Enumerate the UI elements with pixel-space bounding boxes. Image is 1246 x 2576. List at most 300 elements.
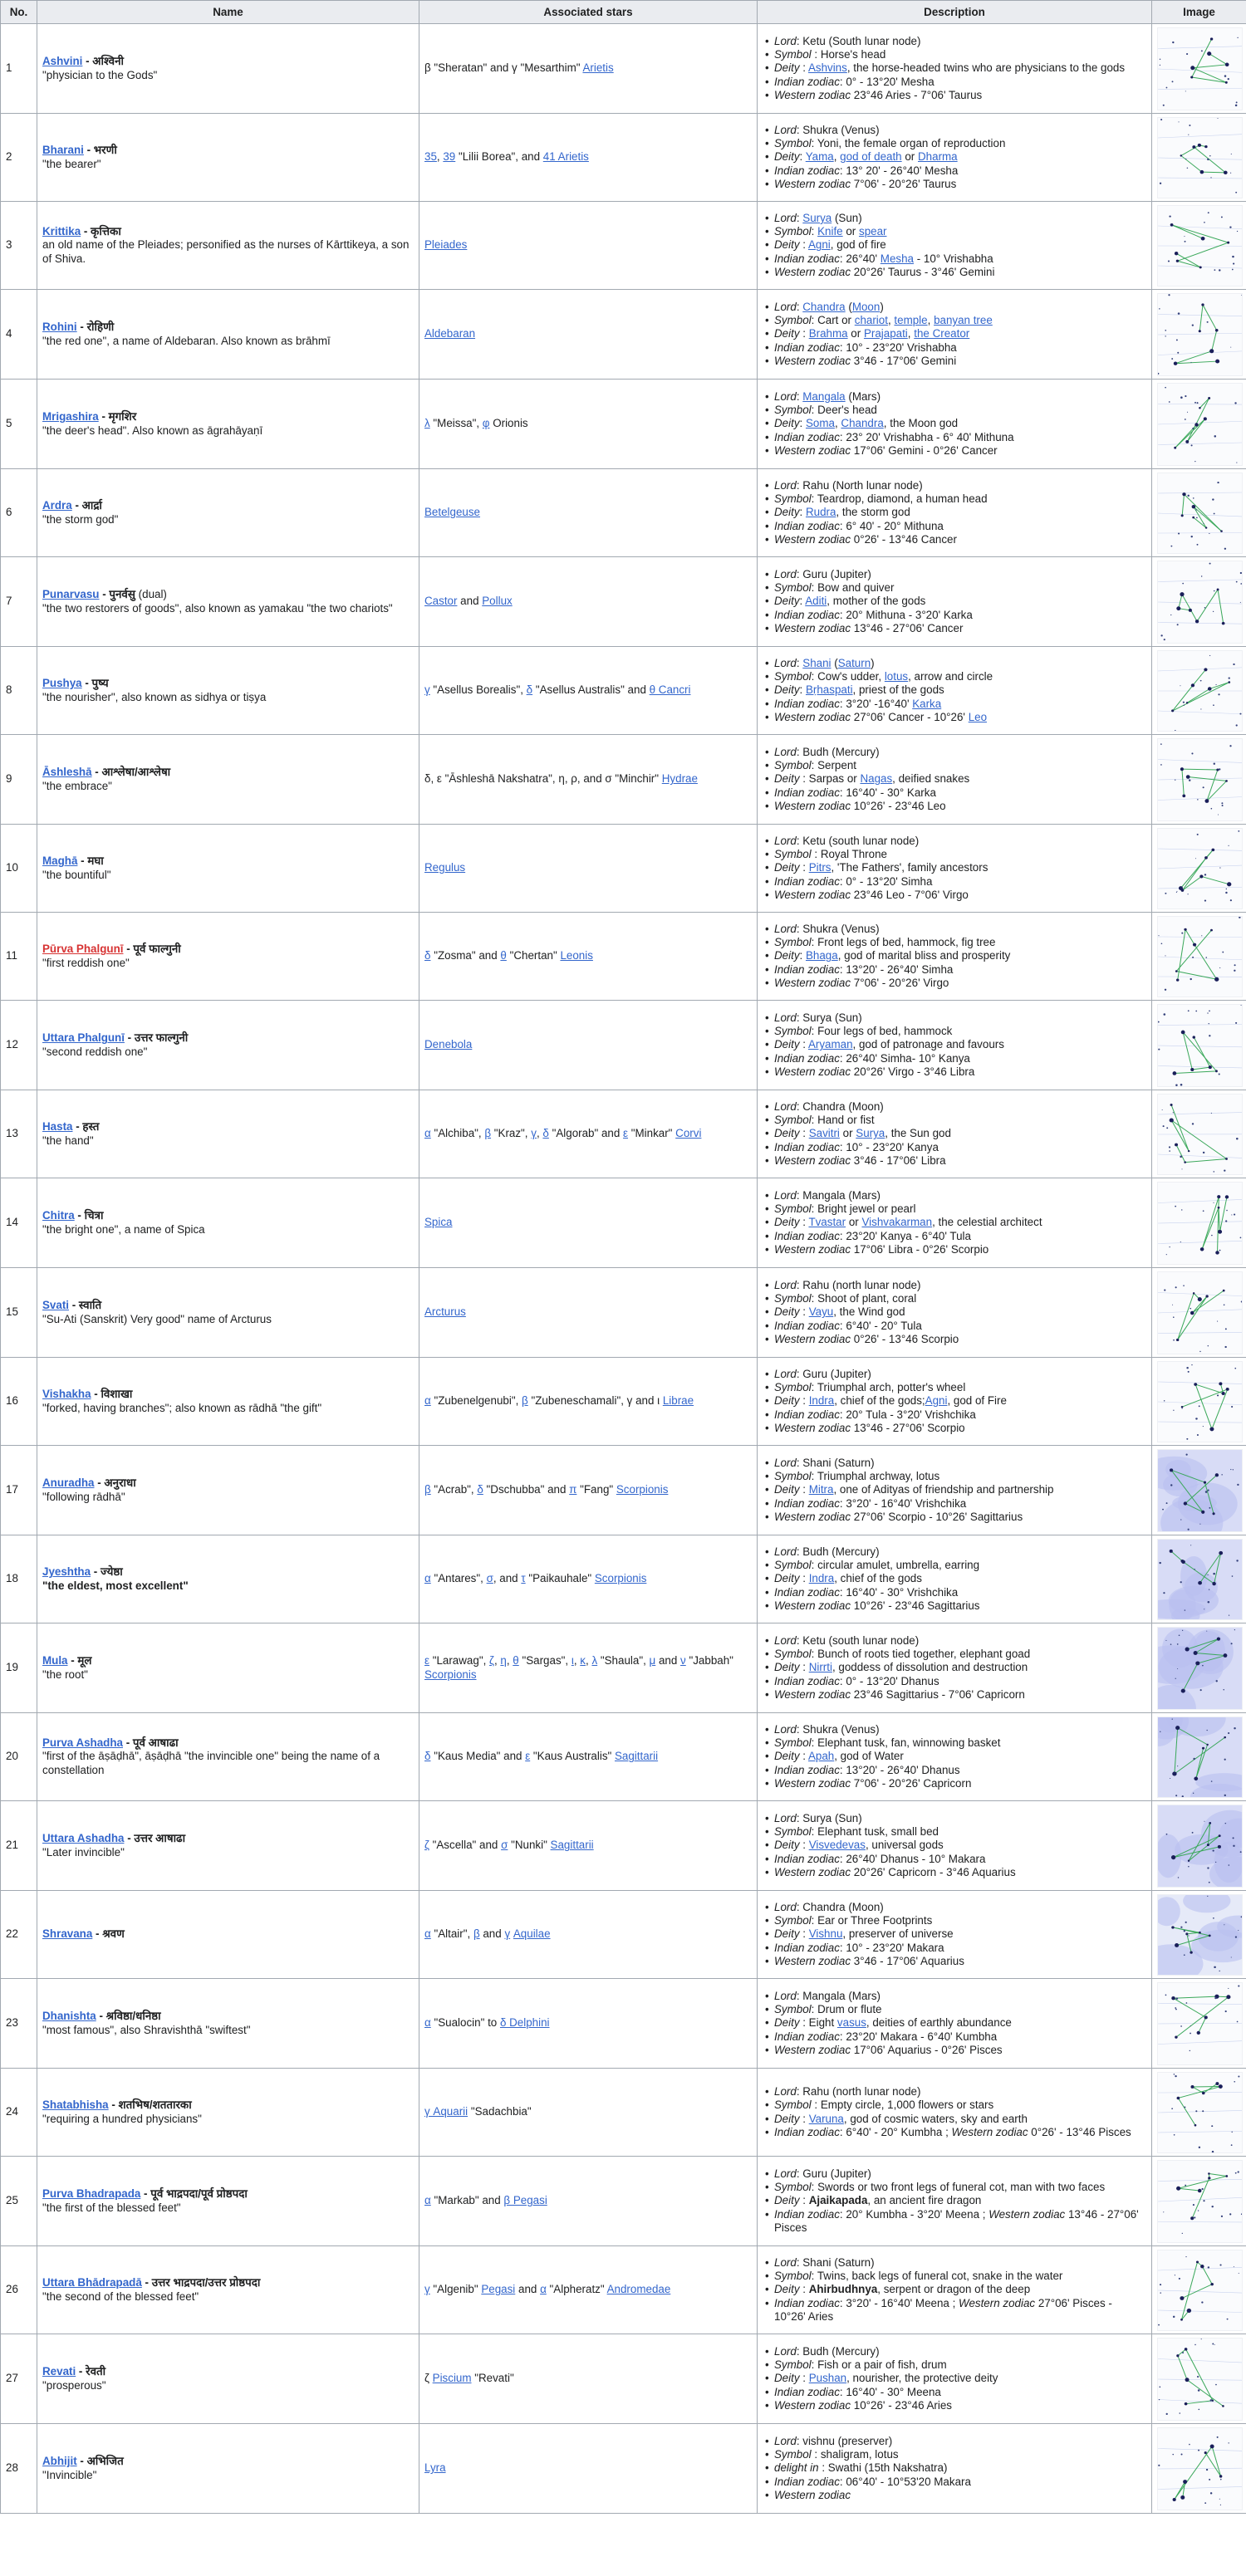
wiki-link[interactable]: Arietis (582, 61, 614, 75)
wiki-link[interactable]: β (473, 1927, 480, 1941)
wiki-link[interactable]: ζ (489, 1654, 494, 1668)
wiki-link[interactable]: Nagas (860, 772, 893, 786)
wiki-link[interactable]: ε (623, 1127, 629, 1140)
constellation-thumbnail[interactable] (1157, 1539, 1243, 1620)
nakshatra-name-link[interactable]: Purva Ashadha (42, 1736, 123, 1750)
nakshatra-name-link[interactable]: Hasta (42, 1120, 73, 1134)
name-separator: - (81, 677, 92, 690)
name-separator: - (91, 766, 102, 779)
field-label: Western zodiac (774, 88, 851, 101)
text-segment: : Swords or two front legs of funeral cot, man with two faces (811, 2181, 1106, 2194)
table-row (1, 1446, 1246, 1535)
wiki-link[interactable]: Aldebaran (424, 327, 476, 340)
text-segment: : Bright jewel or pearl (811, 1202, 916, 1216)
field-label: Indian zodiac (774, 75, 840, 88)
wiki-link[interactable]: Mesha (880, 252, 914, 265)
nakshatra-name-link[interactable]: Punarvasu (42, 588, 100, 601)
wiki-link[interactable]: Indra (808, 1572, 835, 1585)
constellation-thumbnail[interactable] (1157, 1094, 1243, 1175)
wiki-link[interactable]: ν (680, 1654, 686, 1668)
text-segment: 27°06' Scorpio - 10°26' Sagittarius (851, 1510, 1023, 1523)
wiki-link[interactable]: ζ (424, 1839, 429, 1852)
devanagari-name: अभिजित (86, 2455, 124, 2468)
description-item (774, 1764, 1146, 1777)
wiki-link[interactable]: γ (424, 683, 430, 697)
wiki-link[interactable]: λ (591, 1654, 598, 1668)
image-cell (1152, 202, 1246, 290)
text-segment: : (799, 1394, 809, 1408)
description-item (774, 404, 1146, 417)
text-segment: , (834, 417, 841, 430)
description-cell (758, 114, 1152, 202)
name-separator: - (92, 1927, 103, 1941)
wiki-link[interactable]: Surya (802, 211, 832, 224)
field-label: Western zodiac (774, 1242, 851, 1256)
constellation-thumbnail[interactable] (1157, 2072, 1243, 2153)
wiki-link[interactable]: Dharma (918, 150, 958, 164)
description-item (774, 2399, 1146, 2412)
constellation-thumbnail[interactable] (1157, 2427, 1243, 2510)
row-number: 13 (1, 1090, 37, 1178)
text-segment: and (479, 1927, 505, 1941)
wiki-link[interactable]: Savitri (808, 1127, 840, 1140)
wiki-link[interactable]: lotus (884, 670, 909, 683)
row-number: 9 (1, 735, 37, 825)
wiki-link[interactable]: Vishnu (808, 1927, 843, 1941)
wiki-link[interactable]: Lyra (424, 2461, 446, 2475)
wiki-link[interactable]: Sagittarii (614, 1750, 659, 1763)
text-segment: : Ketu (South lunar node) (796, 34, 921, 47)
nakshatra-name-link[interactable]: Ashvini (42, 55, 83, 68)
row-number: 18 (1, 1535, 37, 1623)
text-segment: , an ancient fire dragon (867, 2194, 982, 2207)
text-segment: , god of fire (830, 238, 886, 252)
nakshatra-name-link[interactable]: Anuradha (42, 1477, 95, 1490)
wiki-link[interactable]: β (522, 1394, 528, 1408)
constellation-thumbnail[interactable] (1157, 1982, 1243, 2065)
header-name: Name (37, 1, 419, 24)
nakshatra-name-link[interactable]: Revati (42, 2365, 76, 2378)
description-cell (758, 469, 1152, 557)
description-item (774, 533, 1146, 546)
wiki-link[interactable]: Pegasi (481, 2283, 516, 2296)
nakshatra-name-link[interactable]: Uttara Phalgunī (42, 1031, 125, 1045)
wiki-link[interactable]: Sagittarii (550, 1839, 594, 1852)
wiki-link[interactable]: Leo (968, 710, 988, 723)
field-label: Indian zodiac (774, 2030, 840, 2043)
wiki-link[interactable]: spear (859, 225, 887, 238)
wiki-link[interactable]: Betelgeuse (424, 506, 481, 519)
nakshatra-name-link[interactable]: Pushya (42, 677, 82, 690)
wiki-link[interactable]: β (424, 1483, 431, 1496)
constellation-thumbnail[interactable] (1157, 1894, 1243, 1976)
constellation-thumbnail[interactable] (1157, 738, 1243, 821)
row-number: 6 (1, 469, 37, 557)
row-number: 17 (1, 1446, 37, 1535)
row-number: 12 (1, 1001, 37, 1090)
text-segment: : (799, 861, 809, 874)
wiki-link[interactable]: Shani (802, 656, 831, 669)
constellation-chart-icon (1158, 1183, 1242, 1264)
constellation-thumbnail[interactable] (1157, 293, 1243, 376)
nakshatra-name-link[interactable]: Shravana (42, 1927, 93, 1941)
name-separator: - (83, 144, 94, 157)
wiki-link[interactable]: Pleiades (424, 238, 468, 252)
description-item (774, 1853, 1146, 1866)
field-label: Indian zodiac (774, 1319, 840, 1332)
wiki-link[interactable]: δ (477, 1483, 483, 1496)
constellation-thumbnail[interactable] (1157, 2250, 1243, 2331)
description-item (774, 178, 1146, 191)
description-item (774, 1100, 1146, 1114)
nakshatra-name-link[interactable]: Shatabhisha (42, 2099, 109, 2112)
wiki-link[interactable]: γ (504, 1927, 511, 1941)
constellation-thumbnail[interactable] (1157, 2338, 1243, 2421)
description-list (763, 1279, 1146, 1346)
text-segment: : Triumphal archway, lotus (811, 1470, 940, 1483)
wiki-link[interactable]: α (424, 2194, 431, 2207)
image-cell (1152, 24, 1246, 114)
text-segment: , (927, 314, 934, 327)
wiki-link[interactable]: Rudra (805, 506, 836, 519)
wiki-link[interactable]: γ (531, 1127, 537, 1140)
table-row (1, 647, 1246, 735)
nakshatra-name-link[interactable]: Chitra (42, 1209, 75, 1222)
wiki-link[interactable]: α (424, 1127, 431, 1140)
wiki-link[interactable]: Scorpionis (594, 1572, 647, 1585)
nakshatra-name-link[interactable]: Ardra (42, 499, 72, 512)
wiki-link[interactable]: Librae (662, 1394, 694, 1408)
wiki-link[interactable]: Vishvakarman (861, 1216, 933, 1229)
wiki-link[interactable]: Pushan (808, 2372, 847, 2385)
description-item (774, 2030, 1146, 2044)
wiki-link[interactable]: 41 Arietis (542, 150, 589, 164)
nakshatra-name-link[interactable]: Vishakha (42, 1388, 91, 1401)
wiki-link[interactable]: δ (526, 683, 533, 697)
name-cell (37, 1001, 419, 1090)
wiki-link[interactable]: δ (424, 949, 431, 962)
name-cell (37, 1979, 419, 2069)
image-cell (1152, 1535, 1246, 1623)
wiki-link[interactable]: Ashvins (807, 61, 847, 75)
wiki-link[interactable]: Andromedae (606, 2283, 671, 2296)
text-segment: "Kaus Australis" (530, 1750, 615, 1763)
wiki-link[interactable]: δ (542, 1127, 549, 1140)
wiki-link[interactable]: Castor (424, 595, 458, 608)
wiki-link[interactable]: Denebola (424, 1038, 473, 1051)
text-segment: , goddess of dissolution and destruction (831, 1661, 1028, 1674)
constellation-thumbnail[interactable] (1157, 916, 1243, 997)
text-segment: 17°06' Libra - 0°26' Scorpio (851, 1242, 989, 1256)
nakshatra-name-link[interactable]: Svati (42, 1299, 70, 1312)
wiki-link[interactable]: λ (424, 417, 430, 430)
text-segment: Ahirbudhnya (808, 2283, 878, 2296)
wiki-link[interactable]: α (424, 1927, 431, 1941)
wiki-link[interactable]: θ Cancri (649, 683, 691, 697)
constellation-thumbnail[interactable] (1157, 1004, 1243, 1087)
associated-stars-cell (419, 1358, 758, 1446)
wiki-link[interactable]: α (424, 1394, 431, 1408)
description-item (774, 1189, 1146, 1202)
description-list (763, 35, 1146, 102)
description-list (763, 835, 1146, 902)
wiki-link[interactable]: ε (424, 1654, 429, 1668)
wiki-link[interactable]: the Creator (914, 327, 970, 340)
nakshatra-name-link[interactable]: Uttara Bhādrapadā (42, 2276, 142, 2290)
nakshatra-name-link[interactable]: Purva Bhadrapada (42, 2187, 141, 2201)
text-segment: : Budh (Mercury) (796, 1545, 880, 1558)
nakshatra-name-link[interactable]: Rohini (42, 321, 77, 334)
field-label: Symbol (774, 1559, 812, 1572)
text-segment: : Shani (Saturn) (796, 2255, 875, 2269)
text-segment: : Empty circle, 1,000 flowers or stars (811, 2099, 994, 2112)
text-segment: "Sadachbia" (468, 2105, 532, 2118)
wiki-link[interactable]: 35 (424, 150, 437, 164)
constellation-thumbnail[interactable] (1157, 1361, 1243, 1442)
wiki-link[interactable]: Soma (805, 417, 835, 430)
wiki-link[interactable]: τ (521, 1572, 526, 1585)
constellation-thumbnail[interactable] (1157, 1805, 1243, 1888)
constellation-thumbnail[interactable] (1157, 1449, 1243, 1532)
constellation-thumbnail[interactable] (1157, 1627, 1243, 1710)
text-segment: "Markab" and (430, 2194, 504, 2207)
wiki-link[interactable]: κ (580, 1654, 586, 1668)
wiki-link[interactable]: β Pegasi (503, 2194, 547, 2207)
field-label: Indian zodiac (774, 1229, 840, 1242)
description-item (774, 2044, 1146, 2057)
table-row (1, 825, 1246, 913)
text-segment: 13°46 - 27°06' Scorpio (851, 1421, 965, 1434)
description-item (774, 2372, 1146, 2385)
wiki-link[interactable]: Agni (807, 238, 831, 252)
wiki-link[interactable]: γ Aquarii (424, 2105, 468, 2118)
description-item (774, 1052, 1146, 1065)
name-separator: - (76, 321, 87, 334)
text-segment: : Teardrop, diamond, a human head (811, 492, 988, 506)
wiki-link[interactable]: Aditi (805, 595, 827, 608)
field-label: Deity (774, 2372, 800, 2385)
nakshatra-name-link[interactable]: Mrigashira (42, 410, 99, 424)
text-segment: , (506, 1654, 513, 1668)
field-label: Western zodiac (988, 2207, 1066, 2221)
table-row (1, 202, 1246, 290)
description-cell (758, 1713, 1152, 1801)
constellation-thumbnail[interactable] (1157, 561, 1243, 644)
wiki-link[interactable]: Yama (805, 150, 834, 164)
text-segment: , the horse-headed twins who are physicians to the gods (846, 61, 1126, 75)
row-number: 11 (1, 913, 37, 1001)
text-segment: - 10° Vrishabha (914, 252, 993, 265)
description-item (774, 2256, 1146, 2270)
field-label: Symbol (774, 1292, 812, 1305)
field-label: Deity (774, 1216, 800, 1229)
constellation-thumbnail[interactable] (1157, 205, 1243, 286)
devanagari-name: पूर्व आषाढा (132, 1736, 179, 1750)
wiki-link[interactable]: Varuna (808, 2112, 844, 2125)
text-segment: and (457, 595, 483, 608)
description-item (774, 492, 1146, 506)
field-label: Western zodiac (774, 1065, 851, 1078)
wiki-link[interactable]: Corvi (675, 1127, 702, 1140)
description-cell (758, 2157, 1152, 2246)
nakshatra-name-link[interactable]: Krittika (42, 225, 81, 238)
wiki-link[interactable]: Tvastar (808, 1216, 846, 1229)
text-segment: : (799, 417, 806, 430)
nakshatra-name-link[interactable]: Uttara Ashadha (42, 1832, 125, 1845)
text-segment: : Serpent (811, 759, 856, 772)
wiki-link[interactable]: σ (501, 1839, 508, 1852)
wiki-link[interactable]: θ (513, 1654, 519, 1668)
image-cell (1152, 2157, 1246, 2246)
wiki-link[interactable]: Aquilae (513, 1927, 551, 1941)
description-list (763, 1634, 1146, 1702)
row-number: 20 (1, 1713, 37, 1801)
wiki-link[interactable]: σ (486, 1572, 493, 1585)
associated-stars-cell (419, 735, 758, 825)
wiki-link[interactable]: Apah (807, 1750, 835, 1763)
wiki-link[interactable]: Brahma (808, 327, 848, 340)
wiki-link[interactable]: α (424, 2016, 431, 2030)
wiki-link[interactable]: Surya (856, 1127, 885, 1140)
associated-stars-cell (419, 290, 758, 380)
associated-stars-cell (419, 647, 758, 735)
constellation-chart-icon (1158, 2428, 1242, 2510)
description-list (763, 1457, 1146, 1524)
wiki-link[interactable]: Piscium (432, 2372, 472, 2385)
description-item (774, 1141, 1146, 1154)
wiki-link[interactable]: Leonis (560, 949, 593, 962)
constellation-thumbnail[interactable] (1157, 383, 1243, 466)
description-list (763, 923, 1146, 990)
constellation-thumbnail[interactable] (1157, 650, 1243, 732)
text-segment: 0°26' - 13°46 Pisces (1028, 2125, 1131, 2138)
text-segment: 23°46 Sagittarius - 7°06' Capricorn (851, 1687, 1025, 1701)
text-segment: : (799, 238, 808, 252)
constellation-thumbnail[interactable] (1157, 828, 1243, 909)
name-separator: - (124, 1031, 135, 1045)
row-number: 24 (1, 2069, 37, 2157)
text-segment: : Bow and quiver (811, 581, 895, 595)
name-cell (37, 380, 419, 469)
wiki-link[interactable]: Karka (912, 697, 942, 710)
wiki-link[interactable]: chariot (854, 314, 888, 327)
text-segment: : Sarpas or (799, 772, 861, 786)
nakshatra-name-link[interactable]: Mula (42, 1654, 68, 1668)
name-meaning: "the red one", a name of Aldebaran. Also known as brāhmī (42, 334, 331, 347)
field-label: Indian zodiac (774, 2475, 840, 2488)
constellation-thumbnail[interactable] (1157, 1182, 1243, 1265)
wiki-link[interactable]: Knife (817, 225, 843, 238)
text-segment: : (799, 683, 806, 697)
nakshatra-name-link[interactable]: Bharani (42, 144, 84, 157)
wiki-link[interactable]: δ (424, 1750, 431, 1763)
wiki-link[interactable]: Bhaga (805, 949, 838, 962)
text-segment: "Acrab", (430, 1483, 478, 1496)
text-segment: : (796, 300, 803, 313)
field-label: Lord (774, 2255, 797, 2269)
text-segment: , deities of earthly abundance (866, 2016, 1012, 2030)
field-label: Indian zodiac (774, 2125, 840, 2138)
nakshatra-name-link[interactable]: Jyeshtha (42, 1565, 91, 1579)
wiki-link[interactable]: α (424, 1572, 431, 1585)
wiki-link[interactable]: Scorpionis (616, 1483, 669, 1496)
wiki-link[interactable]: Scorpionis (424, 1668, 477, 1681)
wiki-link[interactable]: temple (894, 314, 928, 327)
wiki-link[interactable]: Nirrti (808, 1661, 832, 1674)
description-item (774, 2476, 1146, 2489)
nakshatra-name-link[interactable]: Maghā (42, 855, 78, 868)
wiki-link[interactable]: δ Delphini (499, 2016, 550, 2030)
wiki-link[interactable]: Chandra (841, 417, 884, 430)
wiki-link[interactable]: Vayu (808, 1305, 834, 1319)
text-segment: : (799, 150, 806, 164)
wiki-link[interactable]: Visvedevas (808, 1839, 866, 1852)
wiki-link[interactable]: θ (500, 949, 507, 962)
image-cell (1152, 1358, 1246, 1446)
wiki-link[interactable]: ε (525, 1750, 531, 1763)
wiki-link[interactable]: Bṛhaspati (805, 683, 853, 697)
wiki-link[interactable]: μ (649, 1654, 656, 1668)
wiki-link[interactable]: β (484, 1127, 492, 1140)
constellation-thumbnail[interactable] (1157, 473, 1243, 554)
name-separator: - (91, 1565, 101, 1579)
nakshatra-name-link[interactable]: Āshleshā (42, 766, 92, 779)
nakshatra-name-link[interactable]: Abhijit (42, 2455, 77, 2468)
wiki-link[interactable]: god of death (840, 150, 902, 164)
wiki-link[interactable]: ι (571, 1654, 574, 1668)
nakshatra-name-link[interactable]: Dhanishta (42, 2010, 96, 2023)
nakshatra-name-link[interactable]: Pūrva Phalgunī (42, 943, 124, 956)
wiki-link[interactable]: Hydrae (661, 772, 698, 786)
text-segment: , god of Water (834, 1750, 904, 1763)
wiki-link[interactable]: Prajapati (863, 327, 908, 340)
constellation-thumbnail[interactable] (1157, 117, 1243, 198)
wiki-link[interactable]: Regulus (424, 861, 466, 874)
constellation-thumbnail[interactable] (1157, 27, 1243, 110)
wiki-link[interactable]: Mitra (808, 1483, 834, 1496)
constellation-thumbnail[interactable] (1157, 1271, 1243, 1354)
wiki-link[interactable]: Agni (925, 1394, 948, 1408)
text-segment: "Ascella" and (429, 1839, 502, 1852)
wiki-link[interactable]: vasus (836, 2016, 866, 2030)
wiki-link[interactable]: Arcturus (424, 1305, 466, 1319)
text-segment: : 23°20' Kanya - 6°40' Tula (839, 1229, 971, 1242)
wiki-link[interactable]: Indra (808, 1394, 835, 1408)
wiki-link[interactable]: 39 (443, 150, 456, 164)
wiki-link[interactable]: Saturn (837, 656, 871, 669)
wiki-link[interactable]: Moon (851, 300, 881, 313)
name-meaning: "the root" (42, 1668, 88, 1681)
wiki-link[interactable]: Pollux (482, 595, 513, 608)
wiki-link[interactable]: Aryaman (807, 1038, 853, 1051)
description-item (774, 89, 1146, 102)
wiki-link[interactable]: Mangala (802, 389, 846, 403)
wiki-link[interactable]: φ (482, 417, 490, 430)
wiki-link[interactable]: Pitrs (808, 861, 831, 874)
text-segment: , the Moon god (883, 417, 959, 430)
wiki-link[interactable]: banyan tree (934, 314, 993, 327)
table-row (1, 1623, 1246, 1713)
wiki-link[interactable]: Chandra (802, 300, 846, 313)
wiki-link[interactable]: π (569, 1483, 577, 1496)
constellation-thumbnail[interactable] (1157, 1717, 1243, 1798)
wiki-link[interactable]: Spica (424, 1216, 453, 1229)
wiki-link[interactable]: η (500, 1654, 507, 1668)
constellation-thumbnail[interactable] (1157, 2160, 1243, 2243)
wiki-link[interactable]: γ (424, 2283, 430, 2296)
wiki-link[interactable]: α (540, 2283, 547, 2296)
field-label: Deity (774, 1661, 800, 1674)
